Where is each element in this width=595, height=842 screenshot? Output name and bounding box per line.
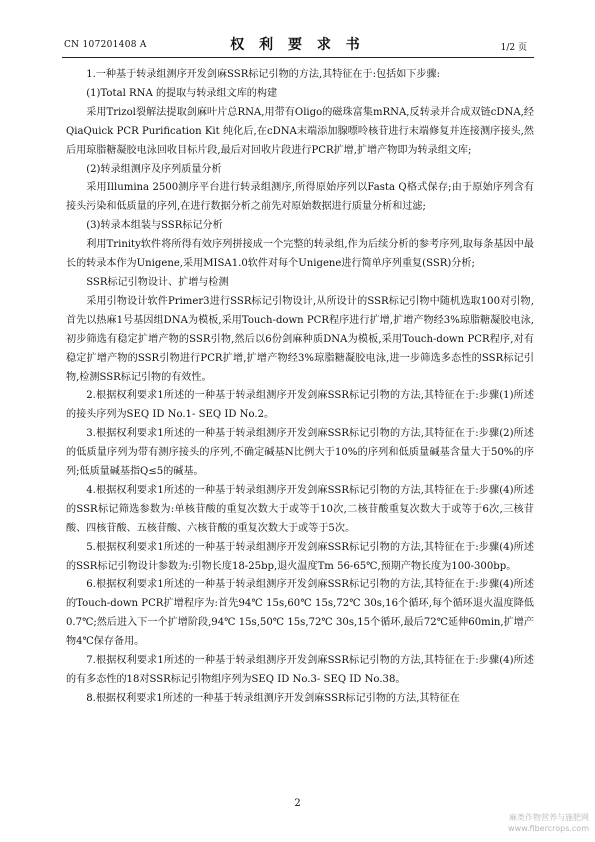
- claim-paragraph: (1)Total RNA 的提取与转录组文库的构建: [86, 87, 278, 99]
- header-rule: [62, 57, 534, 58]
- document-header: [0, 34, 595, 56]
- claim-paragraph: 2.根据权利要求1所述的一种基于转录组测序开发剑麻SSR标记引物的方法,其特征在于:步骤(1)所述的接头序列为SEQ ID No.1- SEQ ID No.2。: [66, 390, 534, 421]
- watermark-url: www.fibercrops.com: [508, 824, 589, 833]
- watermark-name: 麻类作物营养与施肥网: [509, 813, 589, 822]
- claim-paragraph: 利用Trinity软件将所得有效序列拼接成一个完整的转录组,作为后续分析的参考序列,取每条基因中最长的转录本作为Unigene,采用MISA1.0软件对每个Unigene进行简单序列重复(SSR)分析;: [66, 239, 534, 270]
- site-watermark: [508, 812, 589, 834]
- claim-paragraph: 采用引物设计软件Primer3进行SSR标记引物设计,从所设计的SSR标记引物中随机选取100对引物,首先以热麻1号基因组DNA为模板,采用Touch-down PCR程序进行扩增,扩增产物经3%琼脂糖凝胶电泳,初步筛选有稳定扩增产物的SSR引物,然后以6份剑麻种质DNA为模板,采用Touch-down PCR程序,对有稳定扩增产物的SSR引物进行PCR扩增,扩增产物经3%琼脂糖凝胶电泳,进一步筛选多态性的SSR标记引物,检测SSR标记引物的有效性。: [66, 295, 534, 383]
- document-title: 权 利 要 求 书: [230, 37, 365, 53]
- claim-paragraph: 6.根据权利要求1所述的一种基于转录组测序开发剑麻SSR标记引物的方法,其特征在于:步骤(4)所述的Touch-down PCR扩增程序为:首先94℃ 15s,60℃ 15s,72℃ 30s,16个循环,每个循环退火温度降低0.7℃;然后进入下一个扩增阶段,94℃ 15s,50℃ 15s,72℃ 30s,15个循环,最后72℃延伸60min,扩增产物4℃保存备用。: [66, 579, 534, 648]
- claim-paragraph: 7.根据权利要求1所述的一种基于转录组测序开发剑麻SSR标记引物的方法,其特征在于:步骤(4)所述的有多态性的18对SSR标记引物组序列为SEQ ID No.3- SEQ ID No.38。: [66, 655, 534, 685]
- claim-paragraph: 采用Trizol裂解法提取剑麻叶片总RNA,用带有Oligo的磁珠富集mRNA,反转录并合成双链cDNA,经QiaQuick PCR Purification Kit 纯化后,在cDNA末端添加腺嘌呤核苷进行末端修复并连接测序接头,然后用琼脂糖凝胶电泳回收目标片段,最后对回收片段进行PCR扩增,扩增产物即为转录组文库;: [66, 106, 534, 156]
- claim-paragraph: 1.一种基于转录组测序开发剑麻SSR标记引物的方法,其特征在于:包括如下步骤:: [86, 69, 440, 80]
- claim-paragraph: (3)转录本组装与SSR标记分析: [86, 220, 223, 232]
- publication-number: CN 107201408 A: [64, 40, 147, 50]
- claims-body: [66, 66, 534, 709]
- claim-paragraph: SSR标记引物设计、扩增与检测: [86, 276, 229, 288]
- claim-paragraph: 4.根据权利要求1所述的一种基于转录组测序开发剑麻SSR标记引物的方法,其特征在于:步骤(4)所述的SSR标记筛选参数为:单核苷酸的重复次数大于或等于10次,二核苷酸重复次数大于或等于6次,三核苷酸、四核苷酸、五核苷酸、六核苷酸的重复次数大于或等于5次。: [66, 484, 534, 534]
- page-indicator: 1/2 页: [500, 43, 527, 53]
- claim-paragraph: (2)转录组测序及序列质量分析: [86, 163, 222, 175]
- claim-paragraph: 5.根据权利要求1所述的一种基于转录组测序开发剑麻SSR标记引物的方法,其特征在于:步骤(4)所述的SSR标记引物设计参数为:引物长度18-25bp,退火温度Tm 56-65℃,预期产物长度为100-300bp。: [66, 541, 534, 572]
- page-number: 2: [294, 798, 301, 809]
- claim-paragraph: 3.根据权利要求1所述的一种基于转录组测序开发剑麻SSR标记引物的方法,其特征在于:步骤(2)所述的低质量序列为带有测序接头的序列,不确定碱基N比例大于10%的序列和低质量碱基含量大于50%的序列;低质量碱基指Q≤5的碱基。: [66, 428, 534, 478]
- claim-paragraph: 采用Illumina 2500测序平台进行转录组测序,所得原始序列以Fasta Q格式保存;由于原始序列含有接头污染和低质量的序列,在进行数据分析之前先对原始数据进行质量分析和过滤;: [66, 182, 534, 213]
- claim-paragraph: 8.根据权利要求1所述的一种基于转录组测序开发剑麻SSR标记引物的方法,其特征在: [86, 692, 460, 704]
